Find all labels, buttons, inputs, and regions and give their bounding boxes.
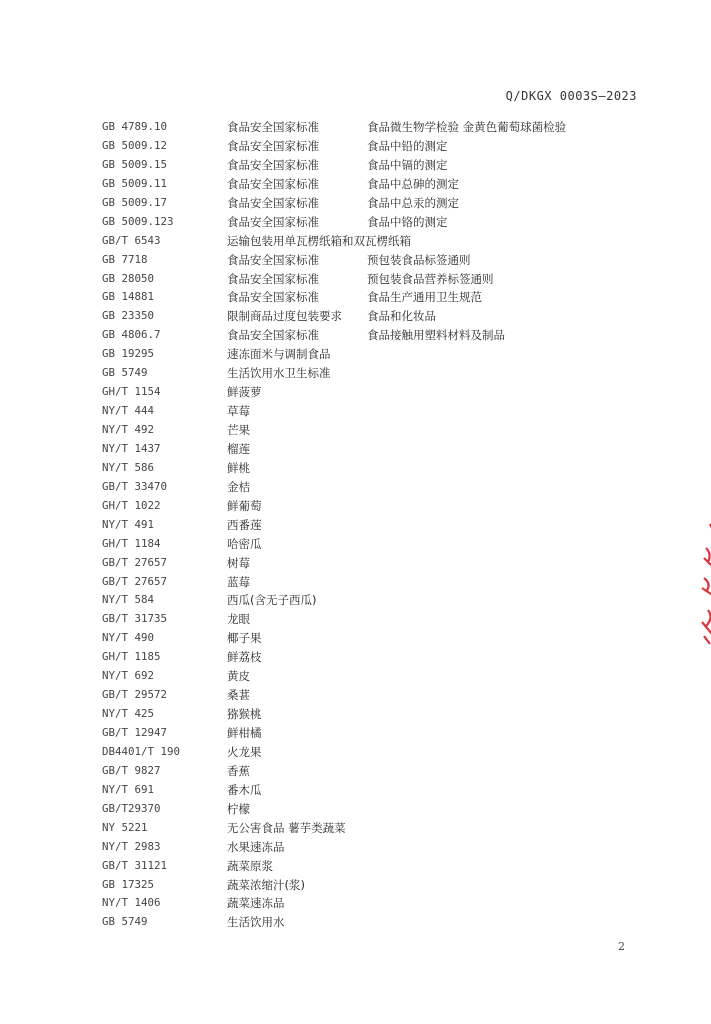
standard-row (102, 516, 662, 535)
standard-title: 鲜柑橘 (227, 726, 262, 740)
standard-code: GB/T 12947 (102, 726, 168, 739)
standard-code: NY/T 584 (102, 593, 155, 607)
standard-row (102, 573, 662, 592)
standard-code: NY/T 2983 (102, 839, 161, 853)
standard-row (102, 326, 662, 345)
standard-title: 无公害食品 薯芋类蔬菜 (227, 820, 346, 835)
standard-title: 蔬菜浓缩汁(浆) (227, 877, 305, 892)
standard-row (102, 440, 662, 459)
standard-code: GB/T 31121 (102, 858, 168, 872)
standard-subtitle: 预包装食品标签通则 (367, 252, 471, 267)
standard-row (102, 156, 662, 175)
standard-title: 金桔 (227, 479, 250, 494)
standard-title: 西番莲 (227, 517, 262, 532)
standard-row (102, 686, 662, 705)
standard-code: GB 23350 (102, 309, 155, 323)
standard-title: 芒果 (227, 423, 250, 437)
standard-title: 西瓜(含无子西瓜) (227, 593, 317, 608)
standard-code: NY/T 691 (102, 782, 155, 796)
standard-title: 食品安全国家标准 (227, 271, 319, 286)
standard-title: 哈密瓜 (227, 536, 262, 551)
page-number: 2 (618, 940, 625, 953)
standard-title: 草莓 (227, 404, 250, 419)
standard-row (102, 270, 662, 289)
standard-row (102, 194, 662, 213)
standard-subtitle: 食品中铅的测定 (367, 138, 448, 153)
standard-code: GB/T 31735 (102, 612, 168, 626)
standard-row (102, 894, 662, 913)
standard-title: 食品安全国家标准 (227, 176, 319, 191)
standard-row (102, 724, 662, 743)
standard-code: NY 5221 (102, 820, 148, 834)
standard-row (102, 478, 662, 497)
standard-code: DB4401/T 190 (102, 744, 181, 758)
standard-title: 食品安全国家标准 (227, 214, 319, 229)
standard-title: 椰子果 (227, 631, 262, 646)
standard-code: NY/T 425 (102, 707, 155, 721)
standard-code: NY/T 586 (102, 460, 155, 474)
standard-row (102, 762, 662, 781)
standard-title: 蔬菜原浆 (227, 858, 273, 873)
standard-code: GB 5749 (102, 915, 148, 929)
standard-code: GB/T 27657 (102, 555, 168, 569)
standard-code: GH/T 1184 (102, 536, 161, 550)
standard-row (102, 118, 662, 137)
standard-subtitle: 食品中镉的测定 (367, 157, 448, 172)
standard-title: 猕猴桃 (227, 707, 262, 722)
standard-row (102, 364, 662, 383)
standard-code: NY/T 692 (102, 669, 155, 683)
standard-title: 食品安全国家标准 (227, 290, 319, 305)
standard-code: GB 28050 (102, 271, 155, 285)
standard-code: GH/T 1185 (102, 650, 161, 664)
standard-subtitle: 食品接触用塑料材料及制品 (367, 328, 505, 343)
standard-row (102, 838, 662, 857)
standard-subtitle: 食品和化妆品 (367, 309, 436, 324)
standard-title: 火龙果 (227, 744, 262, 759)
standard-title: 鲜葡萄 (227, 498, 262, 513)
standard-code: GB 7718 (102, 252, 148, 266)
standard-code: GB 5009.11 (102, 176, 168, 190)
standard-code: GB/T 9827 (102, 763, 161, 777)
standard-code: GH/T 1022 (102, 498, 161, 512)
standard-row (102, 175, 662, 194)
standard-row (102, 213, 662, 232)
standard-code: GB 19295 (102, 347, 155, 361)
standard-code: NY/T 491 (102, 517, 155, 531)
standard-row (102, 913, 662, 932)
standard-title: 限制商品过度包装要求 (227, 309, 342, 324)
standard-code: NY/T 492 (102, 423, 155, 436)
standard-title: 食品安全国家标准 (227, 328, 319, 343)
standard-row (102, 667, 662, 686)
standard-title: 食品安全国家标准 (227, 157, 319, 172)
standard-row (102, 876, 662, 895)
standard-title: 食品安全国家标准 (227, 138, 319, 153)
standard-subtitle: 食品生产通用卫生规范 (367, 290, 482, 305)
standard-row (102, 459, 662, 478)
standard-title: 鲜菠萝 (227, 385, 262, 400)
standard-title: 生活饮用水 (227, 915, 285, 930)
standard-title: 蓝莓 (227, 574, 250, 589)
standard-code: GB 17325 (102, 877, 155, 891)
standard-subtitle: 预包装食品营养标签通则 (367, 271, 494, 286)
standard-subtitle: 食品微生物学检验 金黄色葡萄球菌检验 (367, 120, 567, 134)
standard-row (102, 781, 662, 800)
standard-title: 水果速冻品 (227, 839, 285, 854)
standard-code: GB/T29370 (102, 801, 161, 815)
standard-row (102, 345, 662, 364)
standard-row (102, 402, 662, 421)
standard-code: GB/T 6543 (102, 233, 161, 247)
standard-title: 黄皮 (227, 669, 250, 684)
standard-code: GB 5009.123 (102, 214, 174, 228)
red-seal-stamp-fragment (696, 518, 711, 648)
standard-row (102, 137, 662, 156)
standard-row (102, 288, 662, 307)
standard-title: 鲜荔枝 (227, 650, 262, 665)
standard-code: GB 5009.12 (102, 138, 168, 152)
standard-code: NY/T 490 (102, 631, 155, 645)
standard-title: 食品安全国家标准 (227, 120, 319, 134)
standard-subtitle: 食品中总砷的测定 (367, 176, 459, 191)
standard-code: GH/T 1154 (102, 385, 161, 399)
standard-code: GB 5749 (102, 366, 148, 380)
standard-row (102, 743, 662, 762)
standard-row (102, 629, 662, 648)
standard-row (102, 610, 662, 629)
standard-row (102, 554, 662, 573)
standard-code: GB 4806.7 (102, 328, 161, 342)
standard-row (102, 857, 662, 876)
standard-title: 鲜桃 (227, 460, 250, 475)
standard-title: 运输包装用单瓦楞纸箱和双瓦楞纸箱 (227, 233, 411, 248)
standard-code: GB 4789.10 (102, 120, 168, 133)
standard-title: 速冻面米与调制食品 (227, 347, 331, 362)
standard-title: 桑葚 (227, 688, 250, 703)
standard-row (102, 819, 662, 838)
standard-code-header: Q/DKGX 0003S—2023 (505, 89, 637, 103)
standards-list (102, 118, 662, 932)
standard-code: GB/T 27657 (102, 574, 168, 588)
standard-subtitle: 食品中铬的测定 (367, 214, 448, 229)
standard-row (102, 251, 662, 270)
standard-row (102, 421, 662, 440)
standard-code: NY/T 1437 (102, 441, 161, 455)
standard-row (102, 705, 662, 724)
standard-title: 龙眼 (227, 612, 250, 627)
standard-row (102, 800, 662, 819)
standard-code: NY/T 1406 (102, 896, 161, 910)
standard-title: 生活饮用水卫生标准 (227, 366, 331, 381)
standard-row (102, 307, 662, 326)
standard-code: GB 5009.17 (102, 195, 168, 209)
standard-title: 蔬菜速冻品 (227, 896, 285, 911)
standard-title: 榴莲 (227, 441, 250, 456)
standard-title: 柠檬 (227, 801, 250, 816)
standard-row (102, 535, 662, 554)
standard-row (102, 648, 662, 667)
standard-title: 食品安全国家标准 (227, 252, 319, 267)
standard-code: GB 14881 (102, 290, 155, 304)
standard-title: 番木瓜 (227, 782, 262, 797)
standard-row (102, 383, 662, 402)
standard-row (102, 232, 662, 251)
standard-code: NY/T 444 (102, 404, 155, 418)
standard-title: 食品安全国家标准 (227, 195, 319, 210)
standard-code: GB 5009.15 (102, 157, 168, 171)
standard-code: GB/T 33470 (102, 479, 168, 493)
standard-title: 香蕉 (227, 763, 250, 778)
standard-code: GB/T 29572 (102, 688, 168, 702)
standard-title: 树莓 (227, 555, 250, 570)
standard-subtitle: 食品中总汞的测定 (367, 195, 459, 210)
standard-row (102, 591, 662, 610)
standard-row (102, 497, 662, 516)
